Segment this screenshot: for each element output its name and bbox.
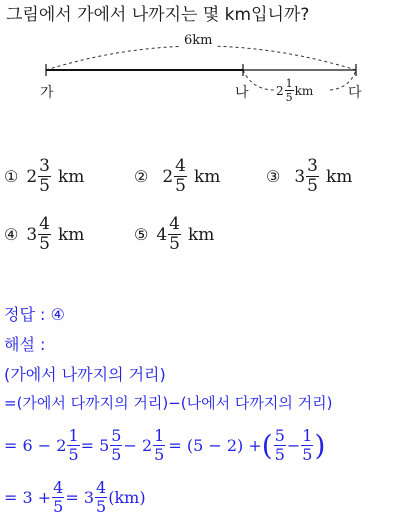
label-na: 나 [235,85,249,101]
label-bc-distance [276,78,313,103]
bc-fraction [285,78,294,103]
option-whole: 3 [294,166,306,187]
option-den: 5 [169,234,180,254]
fraction-num: 4 [96,478,107,497]
bc-unit: km [294,83,314,98]
fraction-den: 5 [274,445,285,464]
fraction [67,428,79,463]
eq-part: − 2 [123,436,153,455]
question-text: 그림에서 가에서 나까지는 몇 km입니까? [6,5,310,25]
fraction-num: 1 [302,426,313,445]
option-unit: km [188,224,215,245]
fraction-den: 5 [96,497,107,516]
option-den: 5 [39,234,50,254]
eq-part: = 5 [80,436,110,455]
option-fraction [174,158,187,195]
explanation-line-1: (가에서 나까지의 거리) [4,365,166,384]
answer-label: 정답 : ④ [4,305,65,324]
fraction-den: 5 [302,445,313,464]
option-fraction [168,216,181,253]
option-fraction [38,158,51,195]
option-unit: km [326,166,353,187]
explanation-line-2: =(가에서 다까지의 거리)−(나에서 다까지의 거리) [4,394,333,412]
option-num: 4 [169,214,180,234]
eq-part: = 3 + [4,488,52,507]
fraction [52,480,64,515]
option-2[interactable] [134,158,220,195]
fraction-den: 5 [53,497,64,516]
option-3[interactable] [266,158,352,195]
label-ga: 가 [40,85,54,101]
fraction-num: 5 [111,426,122,445]
fraction [95,480,107,515]
option-den: 5 [39,176,50,196]
option-whole: 4 [156,224,168,245]
label-da: 다 [348,85,362,101]
option-unit: km [58,224,85,245]
eq-part: = 3 [65,488,95,507]
option-mark: ⑤ [134,225,149,244]
option-den: 5 [175,176,186,196]
fraction-den: 5 [68,445,79,464]
bc-num: 1 [285,77,293,90]
eq-part: = (5 − 2) + [168,436,262,455]
bc-den: 5 [285,91,293,104]
option-1[interactable] [4,158,84,195]
option-num: 3 [307,156,318,176]
option-5[interactable] [134,216,214,253]
explanation-label: 해설 : [4,335,46,354]
option-fraction [306,158,319,195]
label-6km: 6km [184,33,213,48]
option-num: 4 [175,156,186,176]
eq-part: (km) [108,488,146,507]
option-unit: km [58,166,85,187]
fraction [110,428,122,463]
fraction-den: 5 [154,445,165,464]
option-whole: 2 [162,166,174,187]
explanation-line-3 [4,428,325,463]
eq-part: = 6 − 2 [4,436,67,455]
fraction [274,428,286,463]
option-mark: ④ [4,225,19,244]
fraction-den: 5 [111,445,122,464]
option-4[interactable] [4,216,84,253]
option-num: 4 [39,214,50,234]
option-num: 3 [39,156,50,176]
fraction-num: 1 [154,426,165,445]
eq-part: − [286,436,301,455]
fraction-num: 4 [53,478,64,497]
option-unit: km [194,166,221,187]
fraction-num: 1 [68,426,79,445]
option-mark: ① [4,167,19,186]
option-mark: ② [134,167,149,186]
option-whole: 3 [26,224,38,245]
option-mark: ③ [266,167,281,186]
explanation-line-4 [4,480,146,515]
option-fraction [38,216,51,253]
paren-open: ( [261,428,273,462]
paren-close: ) [314,428,326,462]
fraction-num: 5 [274,426,285,445]
fraction [153,428,165,463]
option-den: 5 [307,176,318,196]
option-whole: 2 [26,166,38,187]
bc-whole: 2 [276,83,284,98]
fraction [301,428,313,463]
